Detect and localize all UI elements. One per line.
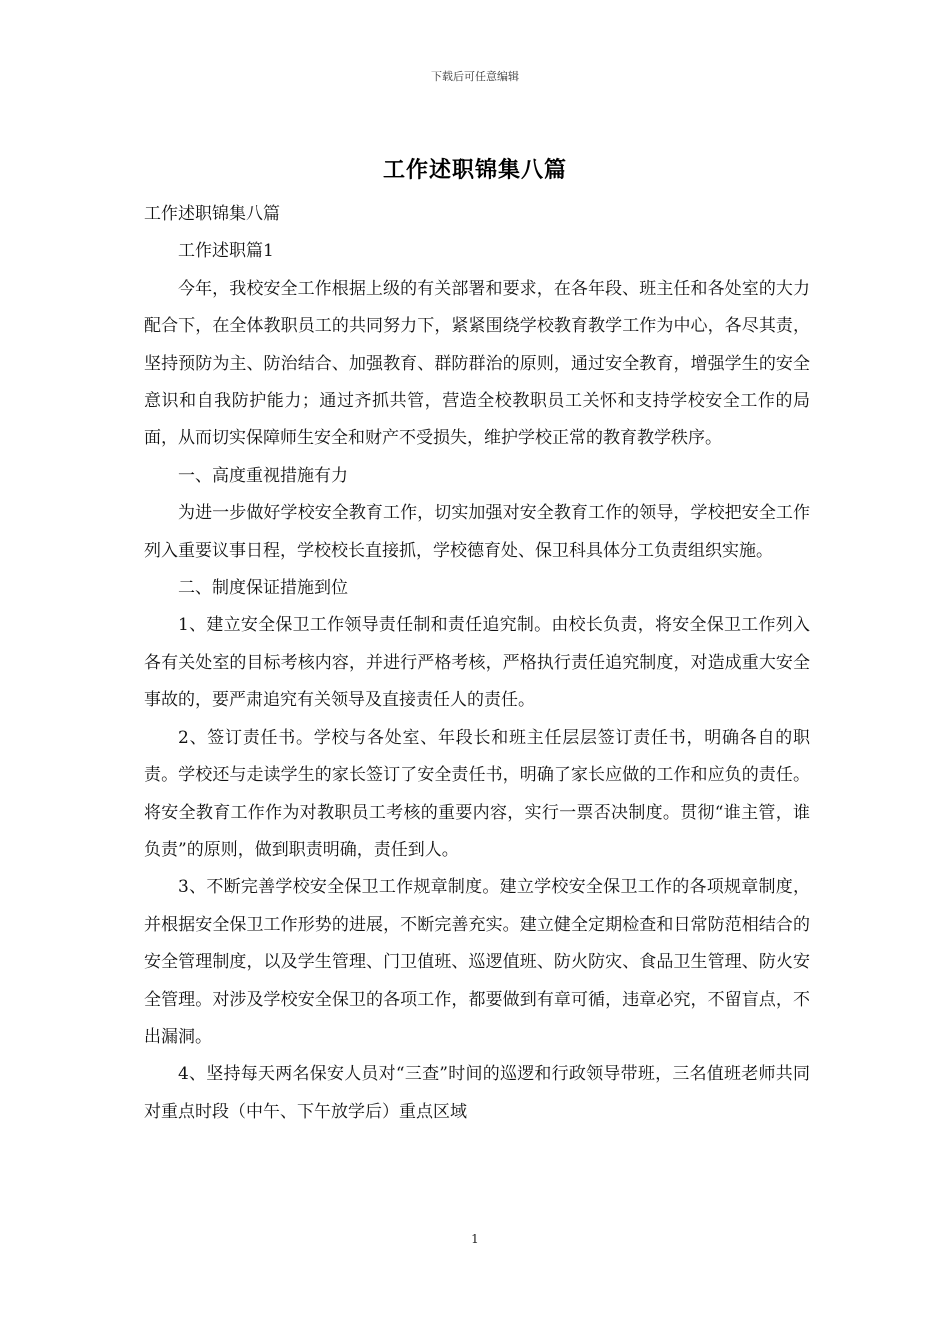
page-number: 1 <box>471 1232 479 1246</box>
document-title: 工作述职锦集八篇 <box>382 157 567 183</box>
paragraph-heading-1: 一、高度重视措施有力 <box>178 465 348 486</box>
paragraph-heading-2: 二、制度保证措施到位 <box>178 578 348 599</box>
paragraph-item-3: 3、不断完善学校安全保卫工作规章制度。建立学校安全保卫工作的各项规章制度，并根据安全保卫工作形势的进展，不断完善充实。建立健全定期检查和日常防范相结合的安全管理制度，以及学生管理、门卫值班、巡逻值班、防火防灾、食品卫生管理、防火安全管理。对涉及学校安全保卫的各项工作，都要做到有章可循，违章必究，不留盲点，不出漏洞。 <box>144 877 810 1047</box>
paragraph-item-4: 4、坚持每天两名保安人员对“三查”时间的巡逻和行政领导带班，三名值班老师共同对重点时段（中午、下午放学后）重点区域 <box>144 1064 810 1122</box>
document-body <box>144 196 810 1131</box>
paragraph-leadership: 为进一步做好学校安全教育工作，切实加强对安全教育工作的领导，学校把安全工作列入重要议事日程，学校校长直接抓，学校德育处、保卫科具体分工负责组织实施。 <box>144 503 810 561</box>
paragraph-item-1: 1、建立安全保卫工作领导责任制和责任追究制。由校长负责，将安全保卫工作列入各有关处室的目标考核内容，并进行严格考核，严格执行责任追究制度，对造成重大安全事故的，要严肃追究有关领导及直接责任人的责任。 <box>144 615 810 711</box>
document-subtitle: 工作述职锦集八篇 <box>144 204 280 224</box>
header-note: 下载后可任意编辑 <box>431 70 519 83</box>
paragraph-item-2: 2、签订责任书。学校与各处室、年段长和班主任层层签订责任书，明确各自的职责。学校还与走读学生的家长签订了安全责任书，明确了家长应做的工作和应负的责任。将安全教育工作作为对教职员工考核的重要内容，实行一票否决制度。贯彻“谁主管，谁负责”的原则，做到职责明确，责任到人。 <box>144 727 810 860</box>
section-heading: 工作述职篇1 <box>178 241 274 262</box>
paragraph-intro: 今年，我校安全工作根据上级的有关部署和要求，在各年段、班主任和各处室的大力配合下，在全体教职员工的共同努力下，紧紧围绕学校教育教学工作为中心，各尽其责，坚持预防为主、防治结合、加强教育、群防群治的原则，通过安全教育，增强学生的安全意识和自我防护能力；通过齐抓共管，营造全校教职员工关怀和支持学校安全工作的局面，从而切实保障师生安全和财产不受损失，维护学校正常的教育教学秩序。 <box>144 278 810 449</box>
